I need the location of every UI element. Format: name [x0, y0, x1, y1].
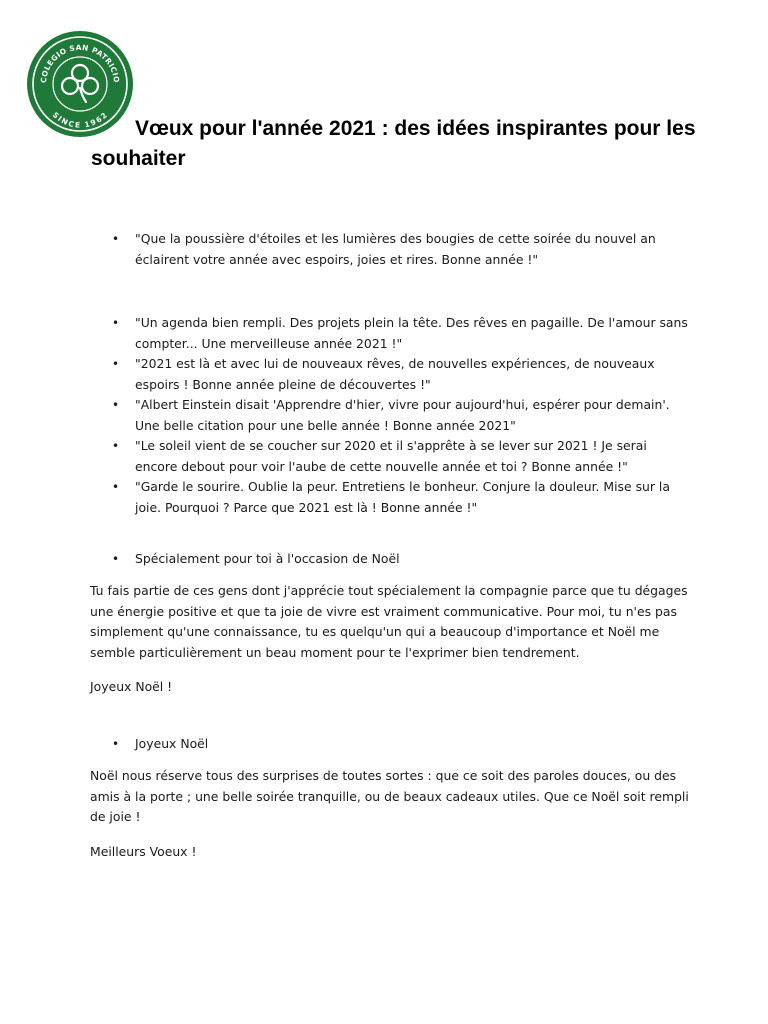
wishes-list-2	[90, 313, 690, 518]
section-heading-list	[90, 549, 690, 570]
list-item	[90, 477, 690, 518]
paragraph: Meilleurs Voeux !	[90, 844, 197, 859]
list-item-text: "Albert Einstein disait 'Apprendre d'hier, vivre pour aujourd'hui, espérer pour demain'. Une belle citation pour une belle année ! Bonne année 2021"	[135, 397, 670, 433]
bullet-icon: •	[112, 316, 120, 330]
paragraph: Joyeux Noël !	[90, 679, 173, 694]
list-item	[90, 395, 690, 436]
bullet-icon: •	[112, 398, 120, 412]
list-item	[90, 354, 690, 395]
paragraph: Noël nous réserve tous des surprises de toutes sortes : que ce soit des paroles douces, ou des amis à la porte ; une belle soirée tranquille, ou de beaux cadeaux utiles. Que ce Noël soit rempli de joie !	[90, 768, 689, 824]
section-heading-list	[90, 734, 690, 755]
list-item-text: Spécialement pour toi à l'occasion de Noël	[135, 551, 400, 566]
list-item	[90, 734, 690, 755]
paragraph: Tu fais partie de ces gens dont j'apprécie tout spécialement la compagnie parce que tu dégages une énergie positive et que ta joie de vivre est vraiment communicative. Pour moi, tu n'es pas simplement qu'une connaissance, tu es quelqu'un qui a beaucoup d'importance et Noël me semble particulièrement un beau moment pour te l'exprimer bien tendrement.	[90, 583, 688, 660]
bullet-icon: •	[112, 232, 120, 246]
list-item-text: "2021 est là et avec lui de nouveaux rêves, de nouvelles expériences, de nouveaux espoirs ! Bonne année pleine de découvertes !"	[135, 356, 655, 392]
page-title-text: Vœux pour l'année 2021 : des idées inspirantes pour les souhaiter	[91, 117, 696, 170]
bullet-icon: •	[112, 552, 120, 566]
bullet-icon: •	[112, 439, 120, 453]
list-item-text: "Un agenda bien rempli. Des projets plein la tête. Des rêves en pagaille. De l'amour sans compter... Une merveilleuse année 2021 !"	[135, 315, 688, 351]
bullet-icon: •	[112, 357, 120, 371]
logo-bottom-text: SINCE 1962	[50, 110, 110, 130]
list-item	[90, 436, 690, 477]
list-item	[90, 229, 690, 270]
wishes-list-1	[90, 229, 690, 270]
list-item	[90, 549, 690, 570]
bullet-icon: •	[112, 480, 120, 494]
list-item-text: "Le soleil vient de se coucher sur 2020 et il s'apprête à se lever sur 2021 ! Je serai encore debout pour voir l'aube de cette nouvelle année et toi ? Bonne année !"	[135, 438, 647, 474]
list-item-text: "Garde le sourire. Oublie la peur. Entretiens le bonheur. Conjure la douleur. Mise sur la joie. Pourquoi ? Parce que 2021 est là ! Bonne année !"	[135, 479, 670, 515]
logo-top-text: COLEGIO SAN PATRICIO	[38, 42, 122, 84]
list-item-text: Joyeux Noël	[135, 736, 209, 751]
page-title	[91, 114, 731, 174]
bullet-icon: •	[112, 737, 120, 751]
list-item-text: "Que la poussière d'étoiles et les lumières des bougies de cette soirée du nouvel an éclairent votre année avec espoirs, joies et rires. Bonne année !"	[135, 231, 656, 267]
list-item	[90, 313, 690, 354]
